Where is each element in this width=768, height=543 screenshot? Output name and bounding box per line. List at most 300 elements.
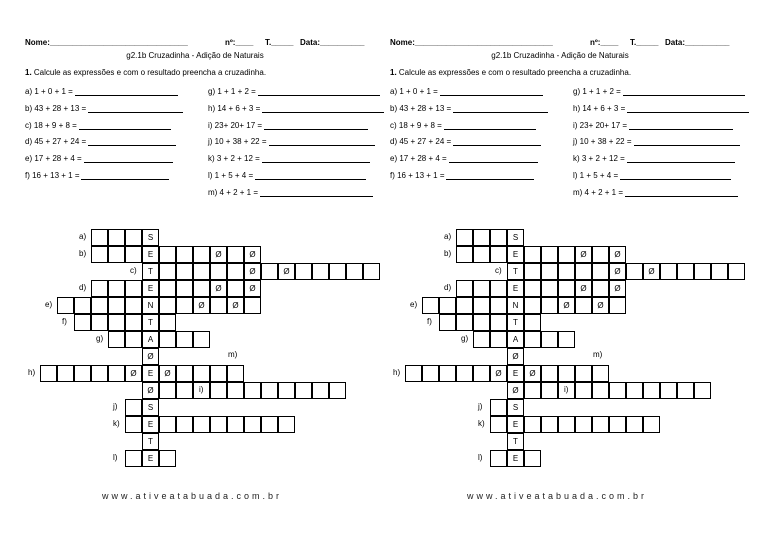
question-l [573,171,731,180]
crossword-cell[interactable] [227,263,244,280]
crossword-cell[interactable] [261,263,278,280]
crossword-cell[interactable]: E [142,450,159,467]
crossword-cell[interactable] [244,416,261,433]
crossword-cell[interactable]: A [142,331,159,348]
crossword-cell[interactable] [125,246,142,263]
answer-line[interactable] [634,137,740,146]
crossword-cell[interactable]: Ø [490,365,507,382]
crossword-cell[interactable] [108,280,125,297]
crossword-cell[interactable] [125,297,142,314]
crossword-cell[interactable] [592,263,609,280]
crossword-cell[interactable] [490,229,507,246]
answer-line[interactable] [255,171,366,180]
crossword-cell[interactable]: T [142,263,159,280]
clue-label-c: c) [130,266,137,275]
crossword-cell[interactable] [159,314,176,331]
crossword-cell[interactable] [329,382,346,399]
question-text: d) 45 + 27 + 24 = [25,137,87,147]
crossword-cell[interactable] [490,297,507,314]
crossword-cell[interactable] [609,297,626,314]
crossword-cell[interactable]: Ø [609,263,626,280]
crossword-cell[interactable]: E [507,365,524,382]
crossword-cell[interactable] [439,365,456,382]
crossword-cell[interactable] [524,263,541,280]
question-l [208,171,366,180]
crossword-cell[interactable] [244,382,261,399]
crossword-cell[interactable] [541,263,558,280]
crossword-cell[interactable] [74,365,91,382]
clue-label-i: i) [199,385,204,394]
crossword-cell[interactable]: S [507,399,524,416]
clue-label-a: a) [79,232,87,241]
question-i [208,121,368,130]
crossword-cell[interactable] [524,450,541,467]
worksheet-title: g2.1b Cruzadinha - Adição de Naturais [491,51,629,60]
question-j [573,137,740,146]
answer-line[interactable] [453,137,541,146]
crossword-cell[interactable] [227,246,244,263]
crossword-cell[interactable] [456,297,473,314]
crossword-cell[interactable] [125,331,142,348]
crossword-cell[interactable]: N [142,297,159,314]
question-a [390,87,543,96]
crossword-cell[interactable] [490,399,507,416]
crossword-cell[interactable]: E [507,416,524,433]
crossword-cell[interactable] [176,331,193,348]
crossword-cell[interactable] [193,280,210,297]
crossword-cell[interactable] [422,365,439,382]
crossword-cell[interactable] [473,297,490,314]
crossword-cell[interactable]: Ø [227,297,244,314]
crossword-cell[interactable] [575,263,592,280]
crossword-cell[interactable]: T [507,263,524,280]
crossword-cell[interactable] [159,382,176,399]
crossword-cell[interactable] [643,382,660,399]
crossword-cell[interactable] [176,365,193,382]
clue-label-d: d) [79,283,87,292]
crossword-cell[interactable]: Ø [193,297,210,314]
crossword-cell[interactable]: Ø [609,246,626,263]
question-text: e) 17 + 28 + 4 = [25,154,82,164]
crossword-cell[interactable] [456,314,473,331]
answer-line[interactable] [627,104,749,113]
crossword-cell[interactable]: Ø [210,280,227,297]
question-f [25,171,169,180]
crossword-cell[interactable] [57,297,74,314]
crossword-cell[interactable] [490,416,507,433]
crossword-cell[interactable] [592,246,609,263]
clue-label-l: l) [478,453,483,462]
crossword-cell[interactable] [541,416,558,433]
crossword-cell[interactable] [125,314,142,331]
crossword-cell[interactable] [176,263,193,280]
date-field: Data:__________ [300,38,365,47]
crossword-cell[interactable] [278,382,295,399]
crossword-cell[interactable] [473,280,490,297]
crossword-cell[interactable] [490,450,507,467]
crossword-cell[interactable] [108,365,125,382]
class-field: T._____ [265,38,294,47]
crossword-cell[interactable] [694,263,711,280]
crossword-cell[interactable] [609,416,626,433]
crossword-cell[interactable] [541,246,558,263]
crossword-cell[interactable] [193,365,210,382]
crossword-cell[interactable]: Ø [558,297,575,314]
answer-line[interactable] [453,104,548,113]
crossword-cell[interactable]: Ø [244,263,261,280]
crossword-cell[interactable] [278,416,295,433]
crossword-cell[interactable] [558,246,575,263]
crossword-cell[interactable] [295,382,312,399]
crossword-cell[interactable] [541,331,558,348]
crossword-cell[interactable] [176,297,193,314]
crossword-cell[interactable] [159,263,176,280]
crossword-cell[interactable] [473,314,490,331]
question-text: c) 18 + 9 + 8 = [25,120,77,130]
crossword-cell[interactable] [473,229,490,246]
crossword-cell[interactable] [261,382,278,399]
crossword-cell[interactable] [125,450,142,467]
question-text: h) 14 + 6 + 3 = [573,103,626,113]
crossword-cell[interactable] [592,416,609,433]
crossword-cell[interactable]: Ø [592,297,609,314]
crossword-cell[interactable] [244,297,261,314]
crossword-cell[interactable] [541,297,558,314]
crossword-cell[interactable] [91,314,108,331]
answer-line[interactable] [444,121,536,130]
crossword-cell[interactable] [490,280,507,297]
crossword-cell[interactable] [91,246,108,263]
crossword-cell[interactable] [176,246,193,263]
crossword-cell[interactable] [125,229,142,246]
answer-line[interactable] [88,137,176,146]
crossword-cell[interactable] [694,382,711,399]
crossword-cell[interactable] [541,382,558,399]
crossword-cell[interactable] [439,314,456,331]
question-text: l) 1 + 5 + 4 = [573,171,619,180]
crossword-cell[interactable] [558,280,575,297]
crossword-cell[interactable] [261,416,278,433]
question-text: m) 4 + 2 + 1 = [573,187,624,197]
question-text: i) 23+ 20+ 17 = [573,120,628,130]
question-m [573,188,738,197]
question-a [25,87,178,96]
crossword-cell[interactable] [575,382,592,399]
crossword-cell[interactable] [609,382,626,399]
crossword-cell[interactable] [626,382,643,399]
crossword-cell[interactable] [108,246,125,263]
crossword-cell[interactable] [176,280,193,297]
answer-line[interactable] [84,154,173,163]
crossword-cell[interactable]: E [142,365,159,382]
question-text: f) 16 + 13 + 1 = [25,171,80,180]
answer-line[interactable] [88,104,183,113]
crossword-cell[interactable]: E [142,416,159,433]
crossword-cell[interactable] [108,331,125,348]
question-h [208,104,384,113]
answer-line[interactable] [260,188,373,197]
clue-label-e: e) [45,300,53,309]
answer-line[interactable] [264,121,368,130]
crossword-cell[interactable] [558,263,575,280]
crossword-cell[interactable] [159,450,176,467]
crossword-cell[interactable] [210,263,227,280]
crossword-cell[interactable]: T [507,433,524,450]
crossword-cell[interactable]: Ø [244,246,261,263]
crossword-cell[interactable]: Ø [210,246,227,263]
clue-label-i: i) [564,385,569,394]
crossword-cell[interactable] [210,297,227,314]
crossword-cell[interactable]: A [507,331,524,348]
crossword-cell[interactable]: T [142,314,159,331]
clue-label-b: b) [79,249,87,258]
clue-label-b: b) [444,249,452,258]
crossword-cell[interactable] [456,229,473,246]
crossword-cell[interactable]: Ø [125,365,142,382]
answer-line[interactable] [258,87,380,96]
crossword-cell[interactable] [227,416,244,433]
question-g [573,87,745,96]
question-j [208,137,375,146]
crossword-cell[interactable]: Ø [575,280,592,297]
question-text: g) 1 + 1 + 2 = [208,87,256,96]
question-c [390,121,536,130]
crossword-cell[interactable]: S [507,229,524,246]
crossword-cell[interactable] [541,365,558,382]
clue-label-a: a) [444,232,452,241]
crossword-cell[interactable] [558,365,575,382]
question-b [25,104,183,113]
crossword-cell[interactable] [108,229,125,246]
crossword-cell[interactable] [159,331,176,348]
question-k [208,154,370,163]
question-m [208,188,373,197]
crossword-cell[interactable] [227,280,244,297]
clue-label-e: e) [410,300,418,309]
crossword-cell[interactable] [210,365,227,382]
clue-label-d: d) [444,283,452,292]
crossword-cell[interactable] [176,416,193,433]
question-e [25,154,173,163]
answer-line[interactable] [625,188,738,197]
crossword-cell[interactable] [524,280,541,297]
crossword-cell[interactable] [558,331,575,348]
answer-line[interactable] [81,171,169,180]
crossword-cell[interactable] [524,297,541,314]
answer-line[interactable] [446,171,534,180]
crossword-cell[interactable]: E [507,246,524,263]
crossword-cell[interactable] [524,314,541,331]
crossword-cell[interactable] [660,263,677,280]
answer-line[interactable] [629,121,733,130]
crossword-cell[interactable] [592,365,609,382]
website-footer: www.ativeatabuada.com.br [101,491,283,501]
question-text: b) 43 + 28 + 13 = [25,103,87,113]
crossword-cell[interactable]: E [507,280,524,297]
answer-line[interactable] [623,87,745,96]
crossword-cell[interactable] [643,416,660,433]
crossword-cell[interactable] [473,331,490,348]
clue-label-j: j) [478,402,483,411]
crossword-cell[interactable]: Ø [507,348,524,365]
crossword-cell[interactable] [193,246,210,263]
crossword-cell[interactable] [40,365,57,382]
crossword-cell[interactable] [728,263,745,280]
question-e [390,154,538,163]
answer-line[interactable] [262,154,370,163]
answer-line[interactable] [627,154,735,163]
crossword-cell[interactable]: S [142,399,159,416]
crossword-cell[interactable] [91,365,108,382]
question-text: j) 10 + 38 + 22 = [573,137,632,147]
crossword-cell[interactable] [575,416,592,433]
crossword-cell[interactable] [227,382,244,399]
crossword-cell[interactable] [490,246,507,263]
crossword-cell[interactable]: Ø [244,280,261,297]
question-g [208,87,380,96]
crossword-cell[interactable]: Ø [142,382,159,399]
instruction-text: Calcule as expressões e com o resultado preencha a cruzadinha. [33,68,267,77]
crossword-cell[interactable] [558,416,575,433]
crossword-cell[interactable]: E [507,450,524,467]
crossword-cell[interactable] [312,263,329,280]
clue-label-k: k) [113,419,120,428]
instruction [390,68,631,77]
crossword-cell[interactable] [74,297,91,314]
answer-line[interactable] [449,154,538,163]
name-field: Nome:_______________________________ [390,38,553,47]
crossword-cell[interactable] [210,382,227,399]
crossword-cell[interactable] [439,297,456,314]
crossword-cell[interactable]: E [142,280,159,297]
crossword-cell[interactable] [193,416,210,433]
question-text: e) 17 + 28 + 4 = [390,154,447,164]
question-text: l) 1 + 5 + 4 = [208,171,254,180]
crossword-cell[interactable] [159,416,176,433]
crossword-cell[interactable] [405,365,422,382]
answer-line[interactable] [440,87,543,96]
crossword-cell[interactable] [524,416,541,433]
answer-line[interactable] [79,121,171,130]
crossword-cell[interactable] [108,314,125,331]
crossword-cell[interactable] [193,331,210,348]
crossword-cell[interactable] [295,263,312,280]
crossword-cell[interactable] [456,246,473,263]
instruction-number: 1. [390,68,397,77]
crossword-cell[interactable]: Ø [159,365,176,382]
crossword-cell[interactable] [159,246,176,263]
question-text: c) 18 + 9 + 8 = [390,120,442,130]
question-d [390,137,541,146]
clue-label-h: h) [393,368,401,377]
crossword-cell[interactable] [91,297,108,314]
crossword-cell[interactable]: Ø [142,348,159,365]
crossword-cell[interactable] [176,382,193,399]
class-field: T._____ [630,38,659,47]
instruction-text: Calcule as expressões e com o resultado preencha a cruzadinha. [398,68,632,77]
question-text: f) 16 + 13 + 1 = [390,171,445,180]
crossword-cell[interactable]: T [507,314,524,331]
crossword-cell[interactable]: Ø [278,263,295,280]
crossword-cell[interactable] [660,382,677,399]
crossword-cell[interactable]: T [142,433,159,450]
number-field: nº:____ [225,38,254,47]
answer-line[interactable] [75,87,178,96]
crossword-cell[interactable]: Ø [609,280,626,297]
crossword-cell[interactable] [57,365,74,382]
crossword-cell[interactable] [456,365,473,382]
crossword-cell[interactable] [626,263,643,280]
crossword-cell[interactable] [592,382,609,399]
crossword-cell[interactable] [125,280,142,297]
crossword-cell[interactable] [592,280,609,297]
clue-label-f: f) [62,317,67,326]
crossword-cell[interactable] [711,263,728,280]
crossword-cell[interactable]: S [142,229,159,246]
crossword-cell[interactable] [91,229,108,246]
answer-line[interactable] [620,171,731,180]
crossword-cell[interactable] [422,297,439,314]
crossword-cell[interactable] [125,416,142,433]
crossword-cell[interactable] [456,280,473,297]
crossword-cell[interactable] [193,263,210,280]
crossword-cell[interactable] [210,416,227,433]
crossword-cell[interactable]: N [507,297,524,314]
question-d [25,137,176,146]
question-i [573,121,733,130]
crossword-cell[interactable] [108,297,125,314]
question-text: m) 4 + 2 + 1 = [208,187,259,197]
crossword-cell[interactable] [473,246,490,263]
date-field: Data:__________ [665,38,730,47]
clue-label-h: h) [28,368,36,377]
crossword-cell[interactable] [524,382,541,399]
crossword-cell[interactable]: Ø [643,263,660,280]
crossword-cell[interactable] [677,382,694,399]
question-h [573,104,749,113]
question-k [573,154,735,163]
crossword-cell[interactable]: Ø [507,382,524,399]
crossword-cell[interactable] [227,365,244,382]
crossword-cell[interactable] [490,314,507,331]
crossword-cell[interactable]: Ø [575,246,592,263]
crossword-cell[interactable]: E [142,246,159,263]
crossword-cell[interactable] [125,399,142,416]
worksheet-right [365,0,749,543]
clue-label-m: m) [228,350,238,359]
crossword-cell[interactable] [312,382,329,399]
answer-line[interactable] [269,137,375,146]
crossword-cell[interactable] [159,297,176,314]
crossword-cell[interactable] [626,416,643,433]
clue-label-l: l) [113,453,118,462]
crossword-cell[interactable] [524,246,541,263]
crossword-cell[interactable] [575,297,592,314]
crossword-cell[interactable] [575,365,592,382]
crossword-cell[interactable] [473,365,490,382]
crossword-cell[interactable]: Ø [524,365,541,382]
crossword-cell[interactable] [74,314,91,331]
crossword-cell[interactable] [524,331,541,348]
crossword-cell[interactable] [541,280,558,297]
crossword-cell[interactable] [346,263,363,280]
crossword-cell[interactable] [159,280,176,297]
crossword-cell[interactable] [91,280,108,297]
crossword-cell[interactable] [490,331,507,348]
crossword-cell[interactable] [329,263,346,280]
question-text: j) 10 + 38 + 22 = [208,137,267,147]
crossword-cell[interactable] [677,263,694,280]
